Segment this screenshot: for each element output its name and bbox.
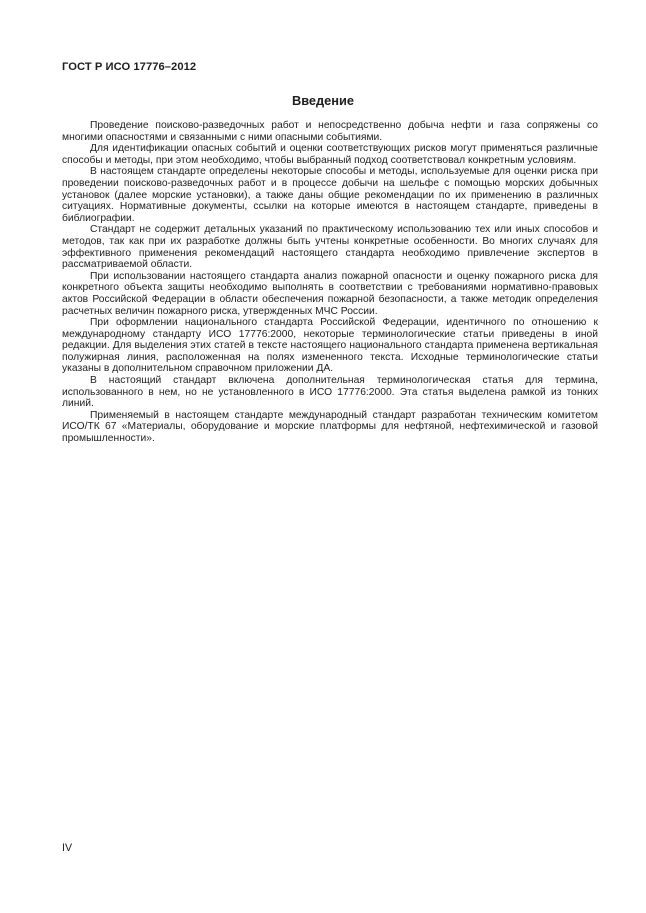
body-text <box>62 120 598 445</box>
paragraph: В настоящем стандарте определены некоторые способы и методы, используемые для оценки риска при проведении поисково-разведочных работ и в процессе добычи на шельфе с помощью морских добычных установок (далее морские установки), а также даны общие рекомендации по их применению в различных ситуациях. Нормативные документы, ссылки на которые имеются в настоящем стандарте, приведены в библиографии. <box>62 166 598 224</box>
standard-code-header: ГОСТ Р ИСО 17776–2012 <box>62 61 197 73</box>
page-number: IV <box>62 842 73 854</box>
paragraph: Для идентификации опасных событий и оценки соответствующих рисков могут применяться различные способы и методы, при этом необходимо, чтобы выбранный подход соответствовал конкретным условиям. <box>62 143 598 166</box>
paragraph: В настоящий стандарт включена дополнительная терминологическая статья для термина, использованного в нем, но не установленного в ИСО 17776:2000. Эта статья выделена рамкой из тонких линий. <box>62 375 598 410</box>
paragraph: При использовании настоящего стандарта анализ пожарной опасности и оценку пожарного риска для конкретного объекта защиты необходимо выполнять в соответствии с требованиями нормативно-правовых актов Российской Федерации в области обеспечения пожарной безопасности, а также методик определения расчетных величин пожарного риска, утвержденных МЧС России. <box>62 270 598 317</box>
paragraph: Стандарт не содержит детальных указаний по практическому использованию тех или иных способов и методов, так как при их разработке должны быть учтены конкретные особенности. Во многих случаях для эффективного применения рекомендаций настоящего стандарта необходимо привлечение экспертов в рассматриваемой области. <box>62 224 598 271</box>
section-title: Введение <box>291 93 354 108</box>
paragraph: Проведение поисково-разведочных работ и непосредственно добыча нефти и газа сопряжены со многими опасностями и связанными с ними опасными событиями. <box>62 120 598 143</box>
paragraph: При оформлении национального стандарта Российской Федерации, идентичного по отношению к международному стандарту ИСО 17776:2000, некоторые терминологические статьи приведены в иной редакции. Для выделения этих статей в тексте настоящего национального стандарта применена вертикальная полужирная линия, расположенная на полях измененного текста. Исходные терминологические статьи указаны в дополнительном справочном приложении ДА. <box>62 317 598 375</box>
paragraph: Применяемый в настоящем стандарте международный стандарт разработан техническим комитетом ИСО/ТК 67 «Материалы, оборудование и морские платформы для нефтяной, нефтехимической и газовой промышленности». <box>62 409 598 445</box>
